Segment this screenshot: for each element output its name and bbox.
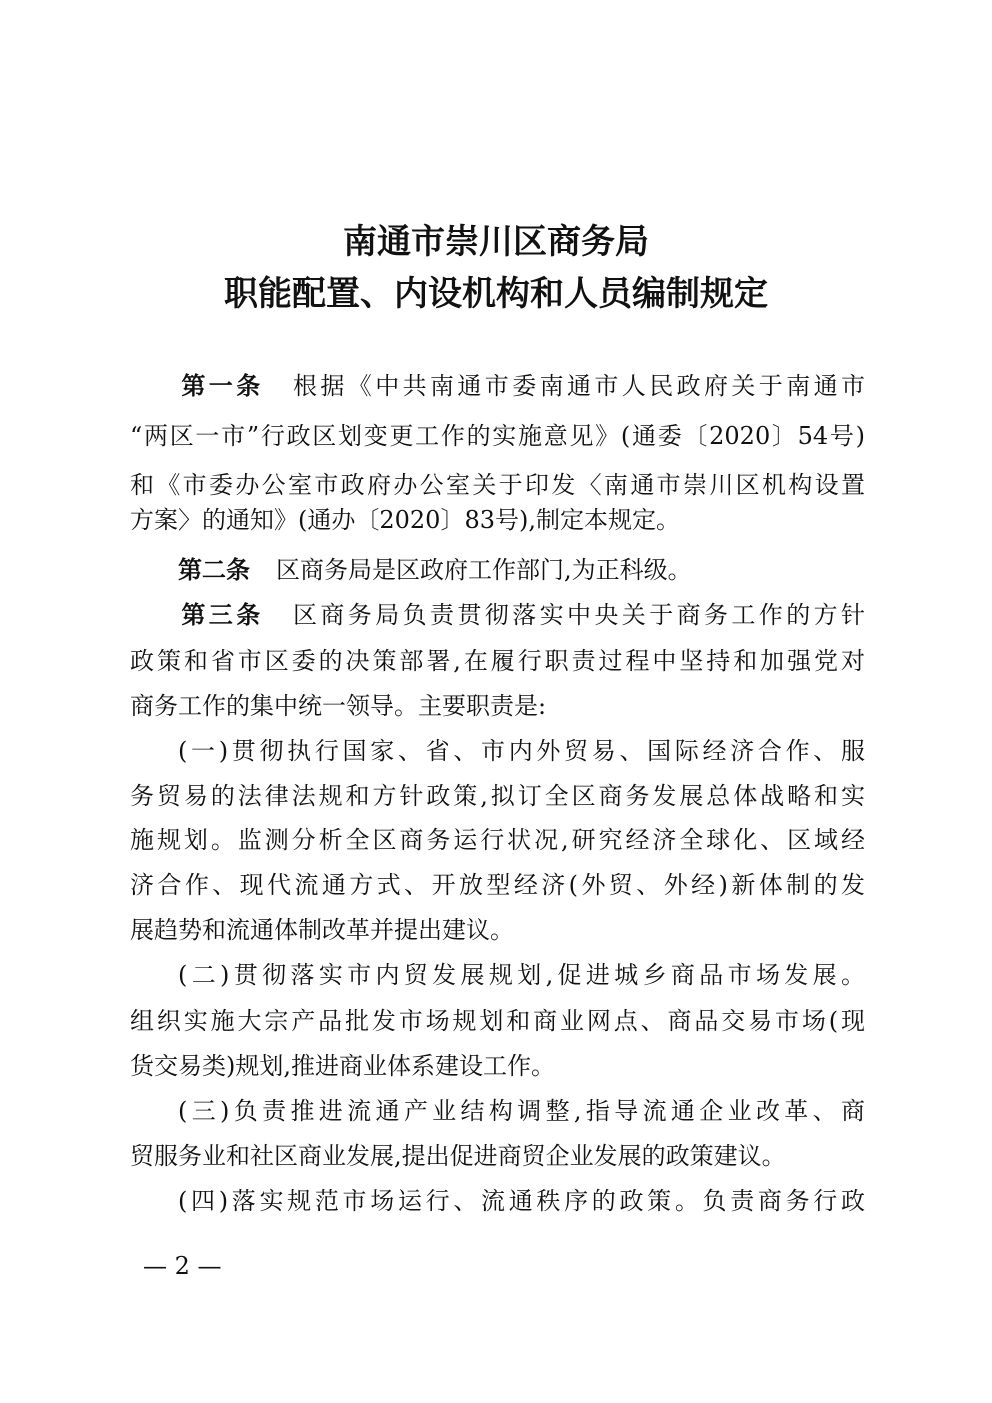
article-1-line-3: 和《市委办公室市政府办公室关于印发〈南通市崇川区机构设置 — [130, 471, 865, 499]
duty-4-line-1: (四)落实规范市场运行、流通秩序的政策。负责商务行政 — [178, 1187, 865, 1215]
article-1-line-1: 第一条 根据《中共南通市委南通市人民政府关于南通市 — [178, 372, 865, 400]
duty-2-line-2: 组织实施大宗产品批发市场规划和商业网点、商品交易市场(现 — [130, 1007, 865, 1035]
document-title-line-2: 职能配置、内设机构和人员编制规定 — [224, 274, 768, 314]
article-1-line-2: “两区一市”行政区划变更工作的实施意见》(通委〔2020〕54号) — [130, 422, 865, 450]
article-3-line-1: 第三条 区商务局负责贯彻落实中央关于商务工作的方针 — [178, 601, 865, 629]
duty-1-line-5: 展趋势和流通体制改革并提出建议。 — [130, 916, 514, 944]
article-1-line-4: 方案〉的通知》(通办〔2020〕83号),制定本规定。 — [130, 506, 680, 534]
duty-1-line-3: 施规划。监测分析全区商务运行状况,研究经济全球化、区域经 — [130, 826, 865, 854]
article-2-label: 第二条 — [178, 556, 250, 584]
duty-2-line-1: (二)贯彻落实市内贸发展规划,促进城乡商品市场发展。 — [178, 961, 865, 989]
article-3-label: 第三条 — [178, 601, 264, 629]
duty-1-line-1: (一)贯彻执行国家、省、市内外贸易、国际经济合作、服 — [178, 737, 865, 765]
duty-2-line-3: 货交易类)规划,推进商业体系建设工作。 — [130, 1052, 555, 1080]
duty-3-line-2: 贸服务业和社区商业发展,提出促进商贸企业发展的政策建议。 — [130, 1142, 786, 1170]
article-2: 第二条 区商务局是区政府工作部门,为正科级。 — [178, 556, 692, 584]
article-1-label: 第一条 — [178, 372, 264, 400]
page-number: — 2 — — [143, 1252, 222, 1280]
duty-1-line-2: 务贸易的法律法规和方针政策,拟订全区商务发展总体战略和实 — [130, 782, 865, 810]
article-3-line-2: 政策和省市区委的决策部署,在履行职责过程中坚持和加强党对 — [130, 647, 865, 675]
duty-1-line-4: 济合作、现代流通方式、开放型经济(外贸、外经)新体制的发 — [130, 871, 865, 899]
duty-3-line-1: (三)负责推进流通产业结构调整,指导流通企业改革、商 — [178, 1097, 865, 1125]
document-title-line-1: 南通市崇川区商务局 — [343, 222, 649, 262]
article-3-line-3: 商务工作的集中统一领导。主要职责是: — [130, 692, 547, 720]
